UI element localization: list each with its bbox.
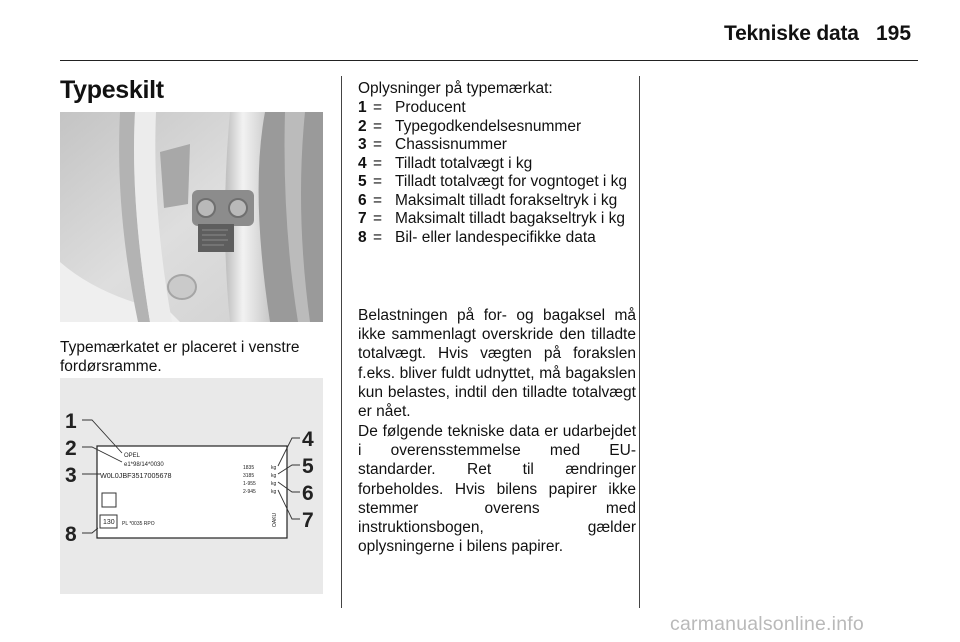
legend-text: Typegodkendelsesnummer <box>395 117 582 135</box>
legend-number: 3 <box>358 136 367 153</box>
legend-number: 4 <box>358 154 367 172</box>
legend-equals: = <box>373 154 383 172</box>
type-plate-figure <box>60 378 323 594</box>
door-frame-illustration <box>60 112 323 322</box>
legend-text: Producent <box>395 99 466 116</box>
plate-weight-2: 3185 <box>243 473 255 479</box>
legend-text: Bil- eller landespecifikke data <box>395 228 596 246</box>
legend-list <box>358 99 628 247</box>
legend-equals: = <box>373 210 383 227</box>
callout-4: 4 <box>302 428 314 451</box>
plate-weight-4: 2-945 <box>243 489 256 495</box>
body-paragraph-load: Belastningen på for- og bagaksel må ikke sammenlagt overskride den tilladte totalvægt. Hvis vægten på forakslen f.eks. bliver fuldt udnyttet, må bagakslen kun belastes, indtil den tilladte totalvægt er nået. <box>358 307 636 421</box>
watermark-text: carmanualsonline.info <box>670 613 864 635</box>
legend-item <box>358 99 628 118</box>
plate-unit-3: kg <box>271 481 277 487</box>
plate-bottom-text: PL *0035 RPO <box>122 521 155 527</box>
legend-text: Chassisnummer <box>395 136 507 153</box>
legend-item <box>358 155 628 174</box>
legend-number: 8 <box>358 228 367 246</box>
legend-item <box>358 210 628 229</box>
callout-3: 3 <box>65 464 77 487</box>
plate-weight-1: 1835 <box>243 465 255 471</box>
legend-text: Tilladt totalvægt i kg <box>395 154 533 172</box>
type-plate-diagram <box>60 378 323 594</box>
legend-item <box>358 136 628 155</box>
header-rule <box>60 60 918 61</box>
callout-7: 7 <box>302 509 314 532</box>
plate-weight-3: 1-955 <box>243 481 256 487</box>
plate-unit-2: kg <box>271 473 277 479</box>
legend-number: 1 <box>358 99 367 116</box>
legend-equals: = <box>373 173 383 190</box>
callout-5: 5 <box>302 455 314 478</box>
photo-caption: Typemærkatet er placeret i venstre fordørsramme. <box>60 339 300 375</box>
plate-unit-1: kg <box>271 465 277 471</box>
legend-text: Maksimalt tilladt bagakseltryk i kg <box>395 210 625 227</box>
legend-item <box>358 192 628 211</box>
legend-equals: = <box>373 99 383 116</box>
plate-code: 130 <box>103 519 115 526</box>
callout-6: 6 <box>302 482 314 505</box>
legend-number: 2 <box>358 117 367 135</box>
legend-number: 6 <box>358 191 367 209</box>
column-divider-left <box>341 76 342 608</box>
callout-1: 1 <box>65 410 77 433</box>
legend-text: Maksimalt tilladt forakseltryk i kg <box>395 191 618 209</box>
legend-number: 7 <box>358 210 367 227</box>
header-title: Tekniske data <box>724 22 859 45</box>
section-title: Typeskilt <box>60 76 164 104</box>
plate-side-text: OAKU <box>272 512 278 527</box>
plate-line-3: W0L0JBF3517005678 <box>100 471 172 480</box>
legend-intro: Oplysninger på typemærkat: <box>358 80 553 97</box>
legend-item <box>358 118 628 137</box>
callout-2: 2 <box>65 437 77 460</box>
legend-equals: = <box>373 228 383 246</box>
body-paragraph-standards: De følgende tekniske data er udarbejdet i overensstemmelse med EU-standarder. Ret til ændringer forbeholdes. Hvis bilens papirer ikke stemmer overens med instruktionsbogen, gælder oplysningerne i bilens papirer. <box>358 423 636 556</box>
legend-text: Tilladt totalvægt for vogntoget i kg <box>395 173 628 190</box>
legend-item <box>358 173 628 192</box>
legend-number: 5 <box>358 173 367 190</box>
door-frame-photo <box>60 112 323 322</box>
legend-item <box>358 229 628 248</box>
legend-equals: = <box>373 136 383 153</box>
page-number: 195 <box>876 22 912 45</box>
plate-line-2: e1*98/14*0030 <box>124 462 164 468</box>
legend-equals: = <box>373 191 383 209</box>
column-divider-right <box>639 76 640 608</box>
plate-unit-4: kg <box>271 489 277 495</box>
plate-line-1: OPEL <box>124 453 141 459</box>
callout-8: 8 <box>65 523 77 546</box>
legend-equals: = <box>373 117 383 135</box>
